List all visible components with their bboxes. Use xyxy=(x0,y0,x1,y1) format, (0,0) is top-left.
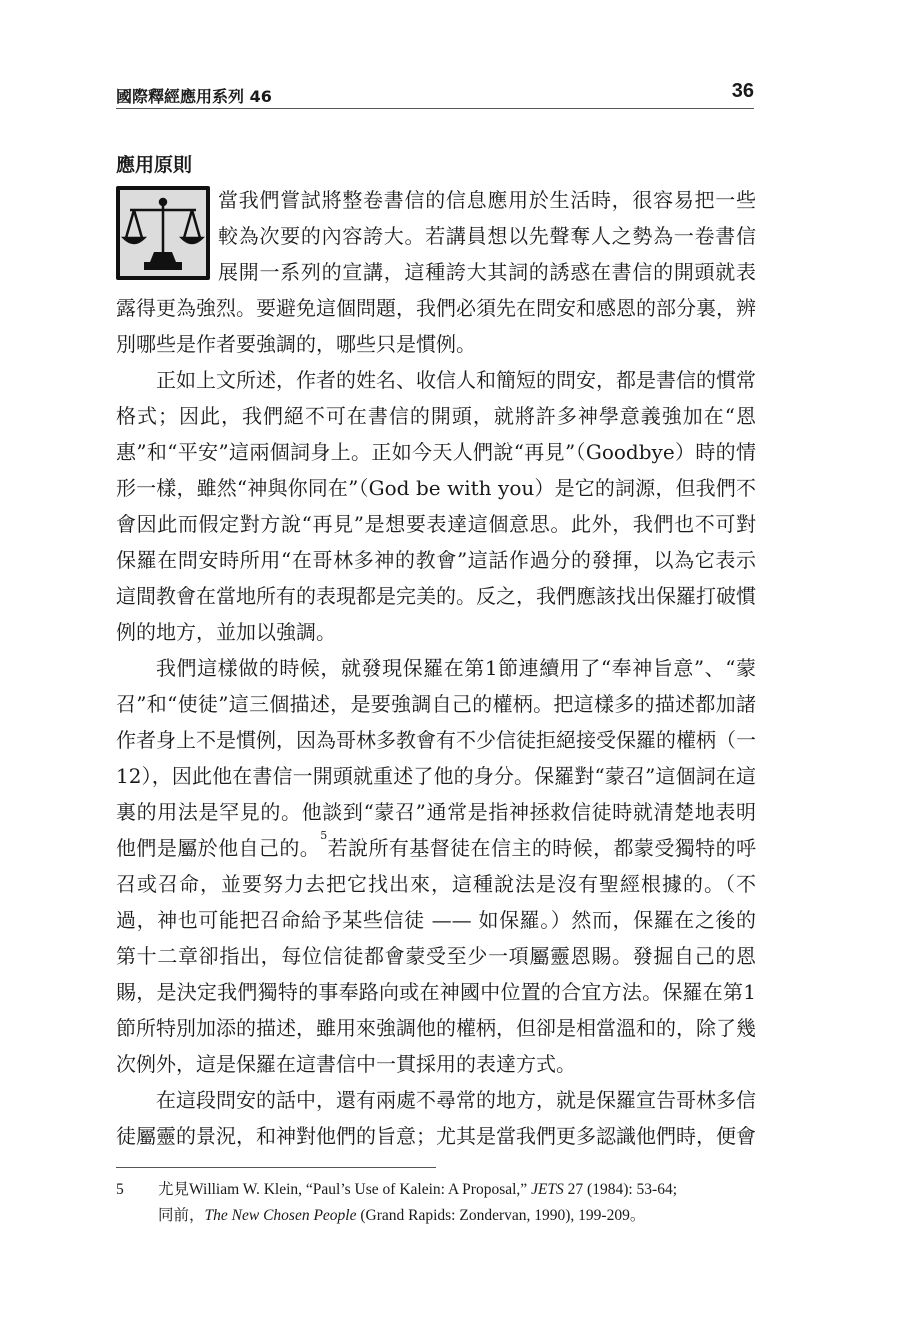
footnote xyxy=(116,1177,756,1229)
page-number: 36 xyxy=(731,80,754,102)
paragraph-text: 我們這樣做的時候，就發現保羅在第1節連續用了“奉神旨意”、“蒙召”和“使徒”這三個描述，是要強調自己的權柄。把這樣多的描述都加諸作者身上不是慣例，因為哥林多教會有不少信徒拒絕接受保羅的權柄（一12），因此他在書信一開頭就重述了他的身分。保羅對“蒙召”這個詞在這裏的用法是罕見的。他談到“蒙召”通常是指神拯救信徒時就清楚地表明他們是屬於他自己的。 xyxy=(116,656,756,860)
footnote-book: The New Chosen People xyxy=(204,1207,357,1224)
footnote-text: (Grand Rapids: Zondervan, 1990), 199-209。 xyxy=(356,1207,646,1224)
footnote-marker: 5 xyxy=(320,829,328,842)
footnote-text: 同前， xyxy=(158,1207,205,1224)
section-title: 應用原則 xyxy=(116,154,193,176)
paragraph: 正如上文所述，作者的姓名、收信人和簡短的問安，都是書信的慣常格式；因此，我們絕不可在書信的開頭，就將許多神學意義強加在“恩惠”和“平安”這兩個詞身上。正如今天人們說“再見”（Goodbye）時的情形一樣，雖然“神與你同在”（God be with you）是它的詞源，但我們不會因此而假定對方說“再見”是想要表達這個意思。此外，我們也不可對保羅在問安時所用“在哥林多神的教會”這話作過分的發揮，以為它表示這間教會在當地所有的表現都是完美的。反之，我們應該找出保羅打破慣例的地方，並加以強調。 xyxy=(116,368,756,644)
paragraph: 在這段問安的話中，還有兩處不尋常的地方，就是保羅宣告哥林多信徒屬靈的景況，和神對他們的旨意；尤其是當我們更多認識他們時，便會 xyxy=(116,1088,756,1148)
running-header xyxy=(116,80,754,109)
footnote-text: 尤見William W. Klein, “Paul’s Use of Kalein: A Proposal,” xyxy=(158,1181,532,1198)
paragraph: 當我們嘗試將整卷書信的信息應用於生活時，很容易把一些較為次要的內容誇大。若講員想以先聲奪人之勢為一卷書信展開一系列的宣講，這種誇大其詞的誘惑在書信的開頭就表露得更為強烈。要避免這個問題，我們必須先在問安和感恩的部分裏，辨別哪些是作者要強調的，哪些只是慣例。 xyxy=(116,188,756,356)
paragraph xyxy=(116,650,756,1082)
body-text xyxy=(116,182,756,1154)
footnote-text: 27 (1984): 53-64; xyxy=(563,1181,678,1198)
paragraph-text: 若說所有基督徒在信主的時候，都蒙受獨特的呼召或召命，並要努力去把它找出來，這種說法是沒有聖經根據的。（不過，神也可能把召命給予某些信徒 —— 如保羅。）然而，保羅在之後的第十二章卻指出，每位信徒都會蒙受至少一項屬靈恩賜。發掘自己的恩賜，是決定我們獨特的事奉路向或在神國中位置的合宜方法。保羅在第1節所特別加添的描述，雖用來強調他的權柄，但卻是相當溫和的，除了幾次例外，這是保羅在這書信中一貫採用的表達方式。 xyxy=(116,836,757,1076)
footnote-rule xyxy=(116,1167,436,1168)
footnote-journal: JETS xyxy=(531,1181,564,1198)
series-title: 國際釋經應用系列 46 xyxy=(116,87,272,106)
footnote-number: 5 xyxy=(116,1181,124,1198)
